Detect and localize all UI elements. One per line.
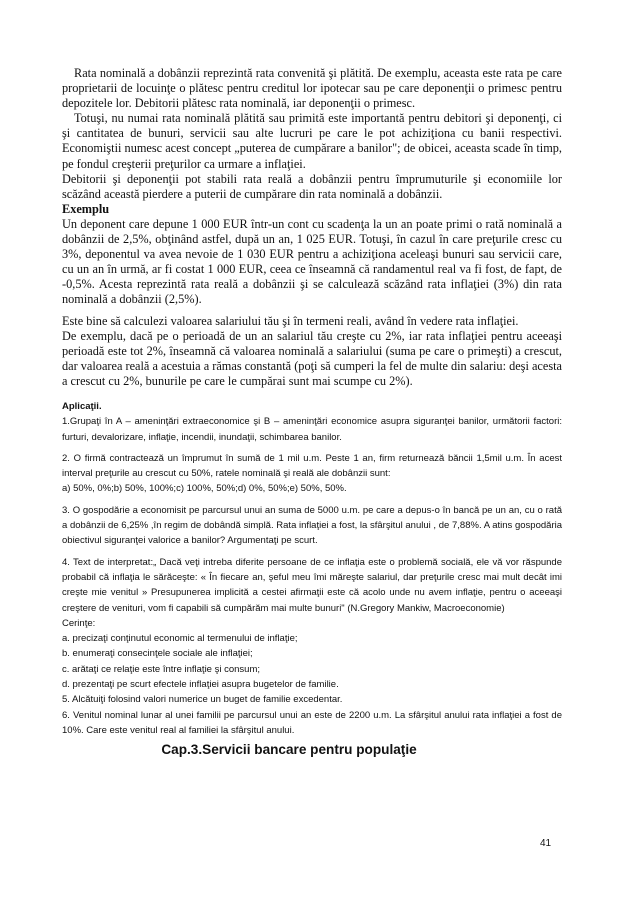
intro-paragraph-3: Debitorii şi deponenţii pot stabili rata reală a dobânzii pentru împrumuturile şi economiile lor scăzând această pierdere a puterii de cumpărare din rata nominală a dobânzii.	[62, 171, 562, 201]
requirement-b: b. enumeraţi consecinţele sociale ale inflaţiei;	[62, 648, 253, 660]
application-item-3: 3. O gospodărie a economisit pe parcursul unui an suma de 5000 u.m. pe care a depus-o în bancă pe un an, cu o rată a dobânzii de 6,25% ,în regim de dobândă simplă. Rata inflaţiei a fost, la sfârşitul anului , de 7,88%. A atins gospodăria obiectivul siguranţei valorice a banilor? Argumentaţi pe scurt.	[62, 504, 562, 547]
requirements-title: Cerinţe:	[62, 617, 96, 629]
example-title: Exemplu	[62, 201, 110, 216]
requirement-c: c. arătaţi ce relaţie este între inflaţie şi consum;	[62, 663, 261, 675]
intro-paragraph-1: Rata nominală a dobânzii reprezintă rata convenită şi plătită. De exemplu, aceasta este rata pe care proprietarii de locuinţe o plătesc pentru creditul lor ipotecar sau pe care deponenţii o primesc pentru depozitele lor. Debitorii plătesc rata nominală, iar deponenţii o primesc.	[62, 66, 562, 111]
application-item-4: 4. Text de interpretat:„ Dacă veţi intreba diferite persoane de ce inflaţia este o problemă socială, ele vă vor răspunde probabil că inflaţia le sărăceşte: « În fiecare an, şeful meu îmi măreşte salariul, dar preţurile cresc mai mult decât imi creşte mie venitul » Presupunerea implicită a cestei afirmaţii este că acolo unde nu avem inflaţie, pentru o aceeaşi creştere de venituri, vom fi capabili să cumpărăm mai multe bunuri" (N.Gregory Mankiw, Macroeconomie)	[62, 556, 562, 614]
application-item-2: 2. O firmă contractează un împrumut în sumă de 1 mil u.m. Peste 1 an, firm returnează băncii 1,5mil u.m. În acest interval preţurile au crescut cu 50%, ratele nominală şi reală ale dobânzii sunt:	[62, 452, 562, 480]
application-item-1: 1.Grupaţi în A – ameninţări extraeconomice şi B – ameninţări economice asupra siguranţei banilor, următorii factori: furturi, devalorizare, inflaţie, incendii, inundaţii, schimbarea banilor.	[62, 416, 562, 443]
application-item-2-options: a) 50%, 0%;b) 50%, 100%;c) 100%, 50%;d) 0%, 50%;e) 50%, 50%.	[62, 483, 347, 495]
intro-section	[62, 66, 562, 389]
requirement-a: a. precizaţi conţinutul economic al termenului de inflaţie;	[62, 633, 298, 645]
page-content	[62, 66, 562, 757]
applications-title: Aplicaţii.	[62, 400, 102, 412]
chapter-heading: Cap.3.Servicii bancare pentru populaţie	[161, 742, 417, 758]
intro-paragraph-2: Totuşi, nu numai rata nominală plătită sau primită este importantă pentru debitori şi deponenţi, ci şi cantitatea de bunuri, servicii sau alte lucruri pe care le pot achiziţiona cu banii respectivi. Economiştii numesc acest concept „puterea de cumpărare a banilor"; de obicei, aceasta scade în timp, pe fondul creşterii preţurilor ca urmare a inflaţiei.	[62, 111, 562, 171]
example-text: Un deponent care depune 1 000 EUR într-un cont cu scadenţa la un an poate primi o rată nominală a dobânzii de 2,5%, obţinând astfel, după un an, 1 025 EUR. Totuşi, în cazul în care preţurile cresc cu 3%, deponentul va avea nevoie de 1 030 EUR pentru a achiziţiona aceleaşi bunuri sau servicii care, cu un an în urmă, ar fi costat 1 000 EUR, ceea ce înseamnă că randamentul real va fi fost, de fapt, de -0,5%. Acesta reprezintă rata reală a dobânzii şi se calculează scăzând rata inflaţiei (3%) din rata nominală a dobânzii (2,5%).	[62, 216, 562, 307]
requirement-d: d. prezentaţi pe scurt efectele inflaţiei asupra bugetelor de familie.	[62, 679, 339, 691]
application-item-5: 5. Alcătuiţi folosind valori numerice un buget de familie excedentar.	[62, 694, 343, 706]
applications-section	[62, 399, 562, 738]
salary-paragraph-1: Este bine să calculezi valoarea salariului tău şi în termeni reali, având în vedere rata inflaţiei.	[62, 313, 519, 328]
application-item-6: 6. Venitul nominal lunar al unei familii pe parcursul unui an este de 2200 u.m. La sfârşitul anului rata inflaţiei a fost de 10%. Care este venitul real al familiei la sfârşitul anului.	[62, 709, 562, 736]
page-number: 41	[540, 838, 552, 849]
salary-paragraph-2: De exemplu, dacă pe o perioadă de un an salariul tău creşte cu 2%, iar rata inflaţiei pentru aceeaşi perioadă este tot 2%, înseamnă că valoarea nominală a salariului (suma pe care o primeşti) a crescut, dar valoarea reală a acestuia a rămas constantă (poţi să cumperi la fel de multe din salariu: deşi acesta a crescut cu 2%, bunurile pe care le cumpărai sunt mai scumpe cu 2%).	[62, 328, 562, 388]
